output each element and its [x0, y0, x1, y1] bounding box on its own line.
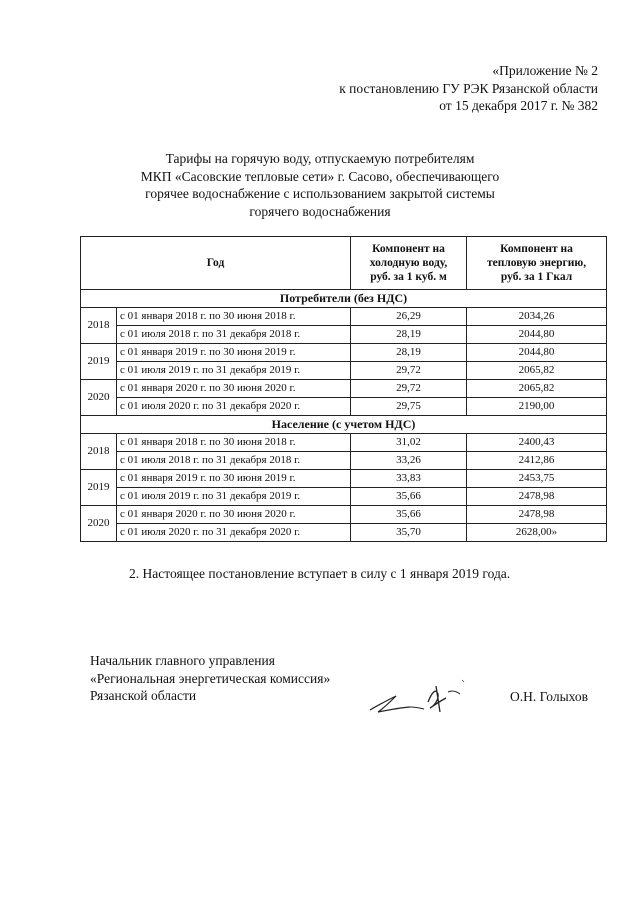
- appendix-resolution: к постановлению ГУ РЭК Рязанской области: [339, 80, 598, 96]
- heat-value: 2190,00: [467, 398, 607, 416]
- heat-value: 2034,26: [467, 308, 607, 326]
- document-title: [80, 150, 560, 220]
- heat-value: 2044,80: [467, 344, 607, 362]
- header-cold-water: Компонент на холодную воду, руб. за 1 куб. м: [351, 237, 467, 290]
- period-cell: с 01 января 2018 г. по 30 июня 2018 г.: [117, 434, 351, 452]
- year-cell: 2018: [81, 308, 117, 344]
- tariff-table: [80, 236, 607, 542]
- period-cell: с 01 июля 2020 г. по 31 декабря 2020 г.: [117, 524, 351, 542]
- table-row: [81, 308, 607, 326]
- title-line: горячее водоснабжение с использованием закрытой системы: [145, 186, 495, 201]
- heat-value: 2065,82: [467, 380, 607, 398]
- table-row: [81, 488, 607, 506]
- period-cell: с 01 января 2019 г. по 30 июня 2019 г.: [117, 344, 351, 362]
- period-cell: с 01 января 2020 г. по 30 июня 2020 г.: [117, 380, 351, 398]
- signer-position: [90, 652, 330, 705]
- table-row: [81, 326, 607, 344]
- appendix-number: «Приложение № 2: [492, 63, 598, 78]
- period-cell: с 01 июля 2018 г. по 31 декабря 2018 г.: [117, 326, 351, 344]
- handwritten-signature: [366, 674, 466, 720]
- signer-line: Рязанской области: [90, 688, 197, 703]
- cold-value: 33,26: [351, 452, 467, 470]
- cold-value: 35,66: [351, 506, 467, 524]
- table-row: [81, 434, 607, 452]
- table-row: [81, 524, 607, 542]
- heat-value: 2044,80: [467, 326, 607, 344]
- year-cell: 2020: [81, 380, 117, 416]
- cold-value: 33,83: [351, 470, 467, 488]
- year-cell: 2019: [81, 470, 117, 506]
- cold-value: 35,70: [351, 524, 467, 542]
- appendix-date: от 15 декабря 2017 г. № 382: [439, 98, 598, 113]
- heat-value: 2628,00»: [467, 524, 607, 542]
- section-row: [81, 416, 607, 434]
- signer-name: О.Н. Голыхов: [510, 689, 588, 704]
- signer-line: Начальник главного управления: [90, 653, 275, 668]
- period-cell: с 01 июля 2019 г. по 31 декабря 2019 г.: [117, 488, 351, 506]
- cold-value: 28,19: [351, 344, 467, 362]
- header-year: Год: [81, 237, 351, 290]
- title-line: горячего водоснабжения: [249, 203, 391, 219]
- table-row: [81, 470, 607, 488]
- heat-value: 2412,86: [467, 452, 607, 470]
- period-cell: с 01 января 2019 г. по 30 июня 2019 г.: [117, 470, 351, 488]
- title-line: Тарифы на горячую воду, отпускаемую потребителям: [165, 151, 475, 166]
- section-consumers: Потребители (без НДС): [81, 290, 607, 308]
- cold-value: 26,29: [351, 308, 467, 326]
- cold-value: 29,72: [351, 380, 467, 398]
- year-cell: 2018: [81, 434, 117, 470]
- table-row: [81, 344, 607, 362]
- table-row: [81, 362, 607, 380]
- title-line: МКП «Сасовские тепловые сети» г. Сасово, обеспечивающего: [140, 168, 500, 184]
- heat-value: 2478,98: [467, 488, 607, 506]
- period-cell: с 01 января 2018 г. по 30 июня 2018 г.: [117, 308, 351, 326]
- year-cell: 2019: [81, 344, 117, 380]
- period-cell: с 01 июля 2019 г. по 31 декабря 2019 г.: [117, 362, 351, 380]
- cold-value: 35,66: [351, 488, 467, 506]
- cold-value: 28,19: [351, 326, 467, 344]
- table-row: [81, 398, 607, 416]
- signer-line: «Региональная энергетическая комиссия»: [90, 670, 331, 686]
- section-row: [81, 290, 607, 308]
- heat-value: 2065,82: [467, 362, 607, 380]
- heat-value: 2400,43: [467, 434, 607, 452]
- cold-value: 29,72: [351, 362, 467, 380]
- period-cell: с 01 июля 2018 г. по 31 декабря 2018 г.: [117, 452, 351, 470]
- clause-effective-date: 2. Настоящее постановление вступает в силу с 1 января 2019 года.: [129, 566, 511, 581]
- cold-value: 29,75: [351, 398, 467, 416]
- appendix-header: [339, 62, 598, 115]
- section-population: Население (с учетом НДС): [81, 416, 607, 434]
- heat-value: 2478,98: [467, 506, 607, 524]
- period-cell: с 01 января 2020 г. по 30 июня 2020 г.: [117, 506, 351, 524]
- table-row: [81, 380, 607, 398]
- table-row: [81, 506, 607, 524]
- heat-value: 2453,75: [467, 470, 607, 488]
- header-heat-energy: Компонент на тепловую энергию, руб. за 1 Гкал: [467, 237, 607, 290]
- cold-value: 31,02: [351, 434, 467, 452]
- table-row: [81, 452, 607, 470]
- year-cell: 2020: [81, 506, 117, 542]
- period-cell: с 01 июля 2020 г. по 31 декабря 2020 г.: [117, 398, 351, 416]
